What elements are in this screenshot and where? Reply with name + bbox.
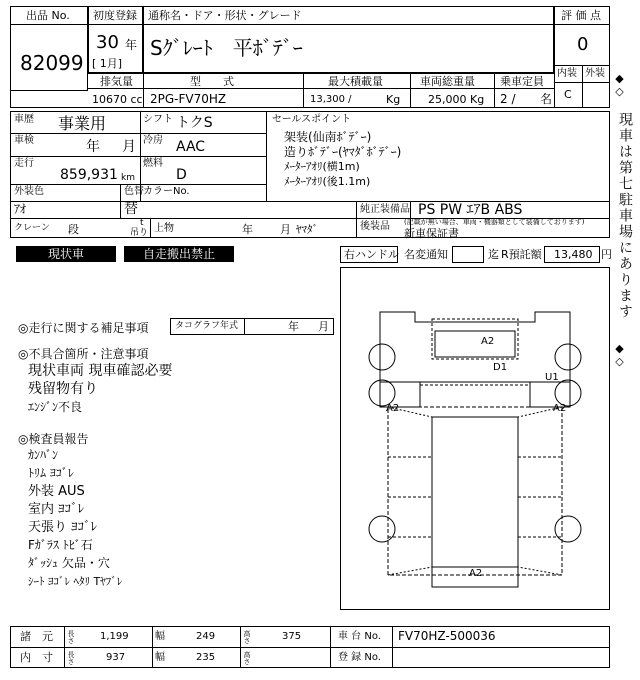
gross-weight-label: 車両総重量 — [420, 75, 475, 88]
capacity-unit: 名 — [540, 92, 553, 106]
first-reg-year: 30 — [96, 32, 119, 53]
inspector-5: 天張り ﾖｺﾞﾚ — [28, 520, 98, 535]
driving-notes-title: ◎走行に関する補足事項 — [18, 321, 149, 335]
wheel-rear-right — [555, 516, 581, 542]
mark-right-side: A2 — [553, 403, 567, 414]
rating-value: 0 — [577, 34, 589, 55]
color-no-label: カラーNo. — [143, 186, 190, 197]
body-year: 年 — [242, 223, 253, 236]
ac-label: 冷房 — [143, 135, 163, 146]
history-label: 車歴 — [14, 114, 34, 125]
history-value: 事業用 — [58, 114, 107, 133]
chassis-label: 車 台 No. — [338, 631, 381, 642]
inspector-title: ◎検査員報告 — [18, 432, 89, 446]
recycle-unit: 円 — [601, 248, 612, 261]
after-note: (記載が無い場合、車両・機器類として装備しております) — [404, 218, 585, 226]
crane-stage: 段 — [68, 223, 79, 236]
naisun-hei-label: 高さ — [243, 651, 251, 665]
naisun-wid: 235 — [196, 652, 216, 663]
wheel-front-left — [369, 344, 395, 370]
displacement-value: 10670 cc — [92, 93, 143, 106]
handle-value: 右ハンドル — [344, 248, 399, 261]
windshield — [435, 331, 515, 357]
shoyo-label: 諸 元 — [20, 630, 53, 643]
equipment-value: PS PW ｴｱB ABS — [418, 202, 523, 218]
notice-bottom-diamonds: ◆◇ — [613, 342, 626, 368]
bed-inner — [432, 417, 518, 567]
shoyo-len-label: 長さ — [67, 630, 75, 644]
capacity-label: 乗車定員 — [500, 75, 544, 88]
rating-label: 評 価 点 — [561, 9, 601, 22]
name-change-box — [452, 246, 484, 263]
body-month: 月 — [280, 223, 291, 236]
shoyo-wid-label: 幅 — [155, 631, 165, 642]
wheel-rear-left — [369, 516, 395, 542]
model-label: 型 式 — [190, 75, 234, 88]
inspector-1: ｶﾝﾊﾞﾝ — [28, 448, 59, 462]
tacho-year: 年 — [288, 320, 299, 333]
penalty-label: 迄 — [488, 248, 499, 261]
shift-label: シフト — [143, 114, 173, 125]
defect-1: 現状車両 現車確認必要 — [28, 363, 173, 379]
chassis-value: FV70HZ-500036 — [398, 629, 496, 643]
interior-grade: C — [564, 88, 572, 101]
ext-color-value: ｱｵ — [14, 202, 27, 216]
color-change-label: 色替 — [124, 186, 144, 197]
displacement-label: 排気量 — [100, 75, 133, 88]
inspection-month: 月 — [122, 139, 136, 155]
mileage-unit: km — [121, 173, 135, 183]
truck-diagram — [340, 267, 610, 610]
name-change-label: 名変通知 — [404, 248, 448, 261]
max-load-unit: Kg — [386, 93, 401, 106]
exterior-label: 外装 — [585, 68, 605, 79]
sales-point-2: 造りﾎﾞﾃﾞｰ(ﾔﾏﾀﾞﾎﾞﾃﾞｰ) — [284, 145, 402, 159]
gross-weight-value: 25,000 Kg — [428, 93, 485, 106]
wheel-front-right — [555, 344, 581, 370]
sales-points-label: セールスポイント — [272, 114, 352, 125]
genjo-badge: 現状車 — [16, 246, 116, 262]
fuel-label: 燃料 — [143, 158, 163, 169]
max-load-value: 13,300 / — [310, 94, 352, 105]
mark-windshield: D1 — [493, 362, 508, 373]
capacity-value: 2 / — [500, 92, 516, 106]
shift-value: トクS — [176, 115, 213, 131]
inspector-3: 外装 AUS — [28, 484, 85, 499]
crane-hook: 吊り — [130, 228, 149, 238]
first-reg-label: 初度登録 — [93, 9, 137, 22]
shoyo-hei: 375 — [282, 631, 302, 642]
reg-label: 登 録 No. — [338, 652, 381, 663]
cab-outline — [380, 312, 570, 382]
inspector-7: ﾀﾞｯｼｭ 欠品・穴 — [28, 556, 110, 570]
defect-3: ｴﾝｼﾞﾝ不良 — [28, 400, 83, 414]
tacho-month: 月 — [318, 320, 329, 333]
notice-top-diamonds: ◆◇ — [613, 72, 626, 98]
recycle-label: R預託額 — [501, 248, 542, 261]
parking-notice: 現車は第七駐車場にあります — [617, 112, 633, 320]
equipment-label: 純正装備品 — [360, 204, 410, 215]
crane-t: t — [140, 218, 144, 228]
ext-color-label: 外装色 — [14, 186, 44, 197]
jisou-kinshi-badge: 自走搬出禁止 — [124, 246, 234, 262]
naisun-label: 内 寸 — [20, 651, 53, 664]
shoyo-len: 1,199 — [100, 631, 129, 642]
shoyo-wid: 249 — [196, 631, 216, 642]
defect-2: 残留物有り — [28, 381, 98, 397]
mark-right-cab: U1 — [545, 372, 559, 383]
lot-number: 82099 — [20, 51, 84, 75]
color-change-value: 替 — [124, 201, 138, 217]
cab-lower — [380, 382, 570, 407]
fuel-value: D — [176, 167, 187, 183]
mileage-label: 走行 — [14, 158, 34, 169]
roof-panel — [432, 319, 518, 359]
inspection-label: 車検 — [14, 135, 34, 146]
model-value: 2PG-FV70HZ — [150, 92, 227, 106]
inspection-year: 年 — [86, 139, 100, 155]
inspector-8: ｼｰﾄ ﾖｺﾞﾚ ﾍﾀﾘ Tﾔﾌﾞﾚ — [28, 575, 123, 588]
ac-value: AAC — [176, 139, 206, 155]
body-label: 上物 — [154, 223, 174, 234]
first-reg-month: [ 1月] — [92, 57, 123, 70]
sales-point-1: 架装(仙南ﾎﾞﾃﾞｰ) — [284, 130, 372, 144]
mark-roof: A2 — [481, 336, 495, 347]
naisun-len-label: 長さ — [67, 651, 75, 665]
bed-outline — [388, 407, 562, 575]
sales-point-3: ﾒｰﾀｰｱｵﾘ(横1m) — [284, 160, 360, 173]
model-desc: Sｸﾞﾚｰﾄ 平ﾎﾞﾃﾞｰ — [150, 36, 303, 60]
after-value: 新車保証書 — [404, 227, 459, 240]
defects-title: ◎不具合箇所・注意事項 — [18, 347, 149, 361]
first-reg-year-unit: 年 — [125, 38, 138, 52]
after-label: 後装品 — [360, 221, 390, 232]
model-desc-label: 通称名・ドア・形状・グレード — [148, 9, 302, 22]
lot-label: 出品 No. — [26, 9, 70, 22]
max-load-label: 最大積載量 — [328, 75, 383, 88]
inspector-4: 室内 ﾖｺﾞﾚ — [28, 502, 85, 517]
naisun-wid-label: 幅 — [155, 652, 165, 663]
crane-label: クレーン — [14, 223, 50, 233]
naisun-len: 937 — [106, 652, 126, 663]
inspector-6: Fｶﾞﾗｽ ﾄﾋﾞ石 — [28, 538, 93, 552]
mark-left-side: A2 — [386, 403, 400, 414]
tacho-label: タコグラフ年式 — [175, 321, 239, 331]
interior-label: 内装 — [557, 68, 577, 79]
sales-point-4: ﾒｰﾀｰｱｵﾘ(後1.1m) — [284, 175, 371, 188]
mileage-value: 859,931 — [60, 167, 118, 183]
recycle-value: 13,480 — [554, 248, 593, 261]
inspector-2: ﾄﾘﾑ ﾖｺﾞﾚ — [28, 466, 74, 480]
shoyo-hei-label: 高さ — [243, 630, 251, 644]
body-maker: ﾔﾏﾀﾞ — [296, 223, 318, 236]
mark-rear: A2 — [469, 568, 483, 579]
